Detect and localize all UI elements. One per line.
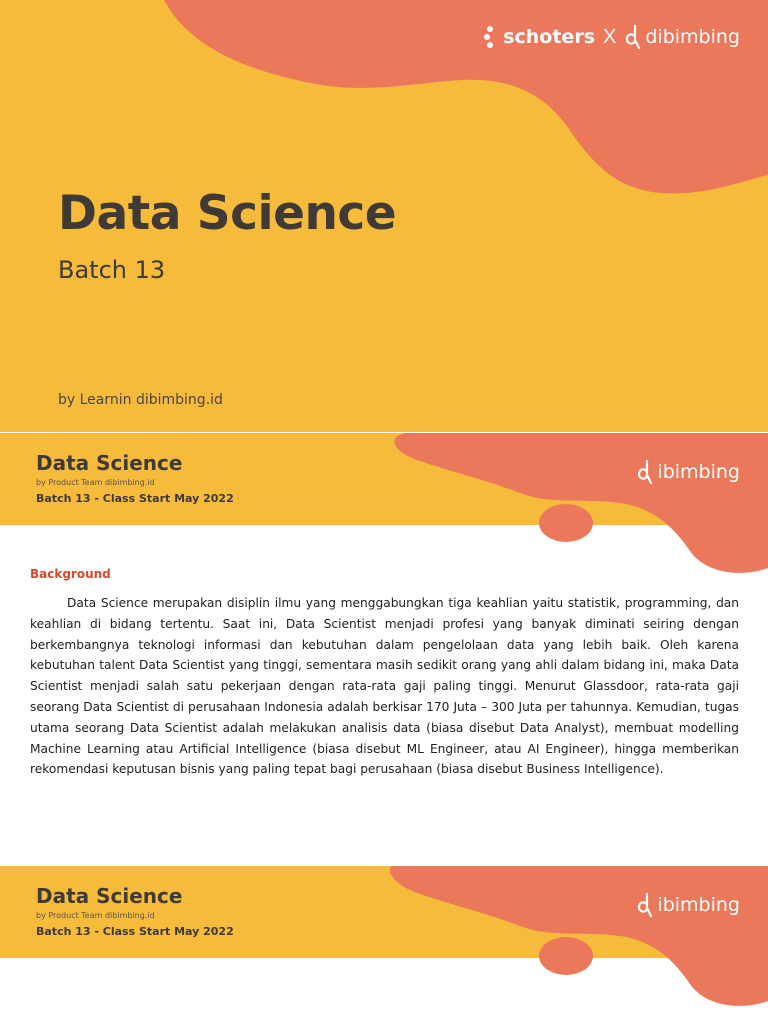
cover-title: Data Science [58,186,397,241]
footer-dibimbing-logo [636,892,740,918]
brand-separator: X [603,25,617,48]
dibimbing-logo-icon [624,24,642,50]
dibimbing-logo [624,24,740,50]
schoters-logo [483,25,595,49]
footer-batch-line: Batch 13 - Class Start May 2022 [36,925,234,938]
page-footer [0,866,768,958]
header-title: Data Science [36,451,183,475]
header-subtitle: by Product Team dibimbing.id [36,478,155,487]
cover-batch: Batch 13 [58,256,166,284]
dibimbing-wordmark: dibimbing [645,26,740,48]
cover-section [0,0,768,432]
schoters-wordmark: schoters [503,26,596,48]
background-paragraph: Data Science merupakan disiplin ilmu yang menggabungkan tiga keahlian yaitu statistik, programming, dan keahlian di bidang tertentu. Saat ini, Data Scientist menjadi profesi yang banyak diminati seiring dengan berkembangnya teknologi informasi dan kebutuhan dalam pengelolaan data yang lebih baik. Oleh karena kebutuhan talent Data Scientist yang tinggi, sementara masih sedikit orang yang ahli dalam bidang ini, maka Data Scientist menjadi salah satu pekerjaan dengan rata-rata gaji paling tinggi. Menurut Glassdoor, rata-rata gaji seorang Data Scientist di perusahaan Indonesia adalah berkisar 170 Juta – 300 Juta per tahunnya. Kemudian, tugas utama seorang Data Scientist adalah melakukan analisis data (biasa disebut Data Analyst), membuat modelling Machine Learning atau Artificial Intelligence (biasa disebut ML Engineer, atau AI Engineer), hingga memberikan rekomendasi keputusan bisnis yang paling tepat bagi perusahaan (biasa disebut Business Intelligence). [30,596,739,777]
header-dibimbing-logo [636,459,740,485]
header-batch-line: Batch 13 - Class Start May 2022 [36,492,234,505]
schoters-logo-icon [483,25,497,49]
dibimbing-logo-icon [636,459,654,485]
footer-logo-text: ibimbing [657,894,740,916]
header-logo-text: ibimbing [657,461,740,483]
partner-logos [483,24,740,50]
page-header [0,433,768,525]
footer-subtitle: by Product Team dibimbing.id [36,911,155,920]
footer-title: Data Science [36,884,183,908]
cover-byline: by Learnin dibimbing.id [58,392,223,408]
section-heading-background: Background [30,567,111,581]
dibimbing-logo-icon [636,892,654,918]
